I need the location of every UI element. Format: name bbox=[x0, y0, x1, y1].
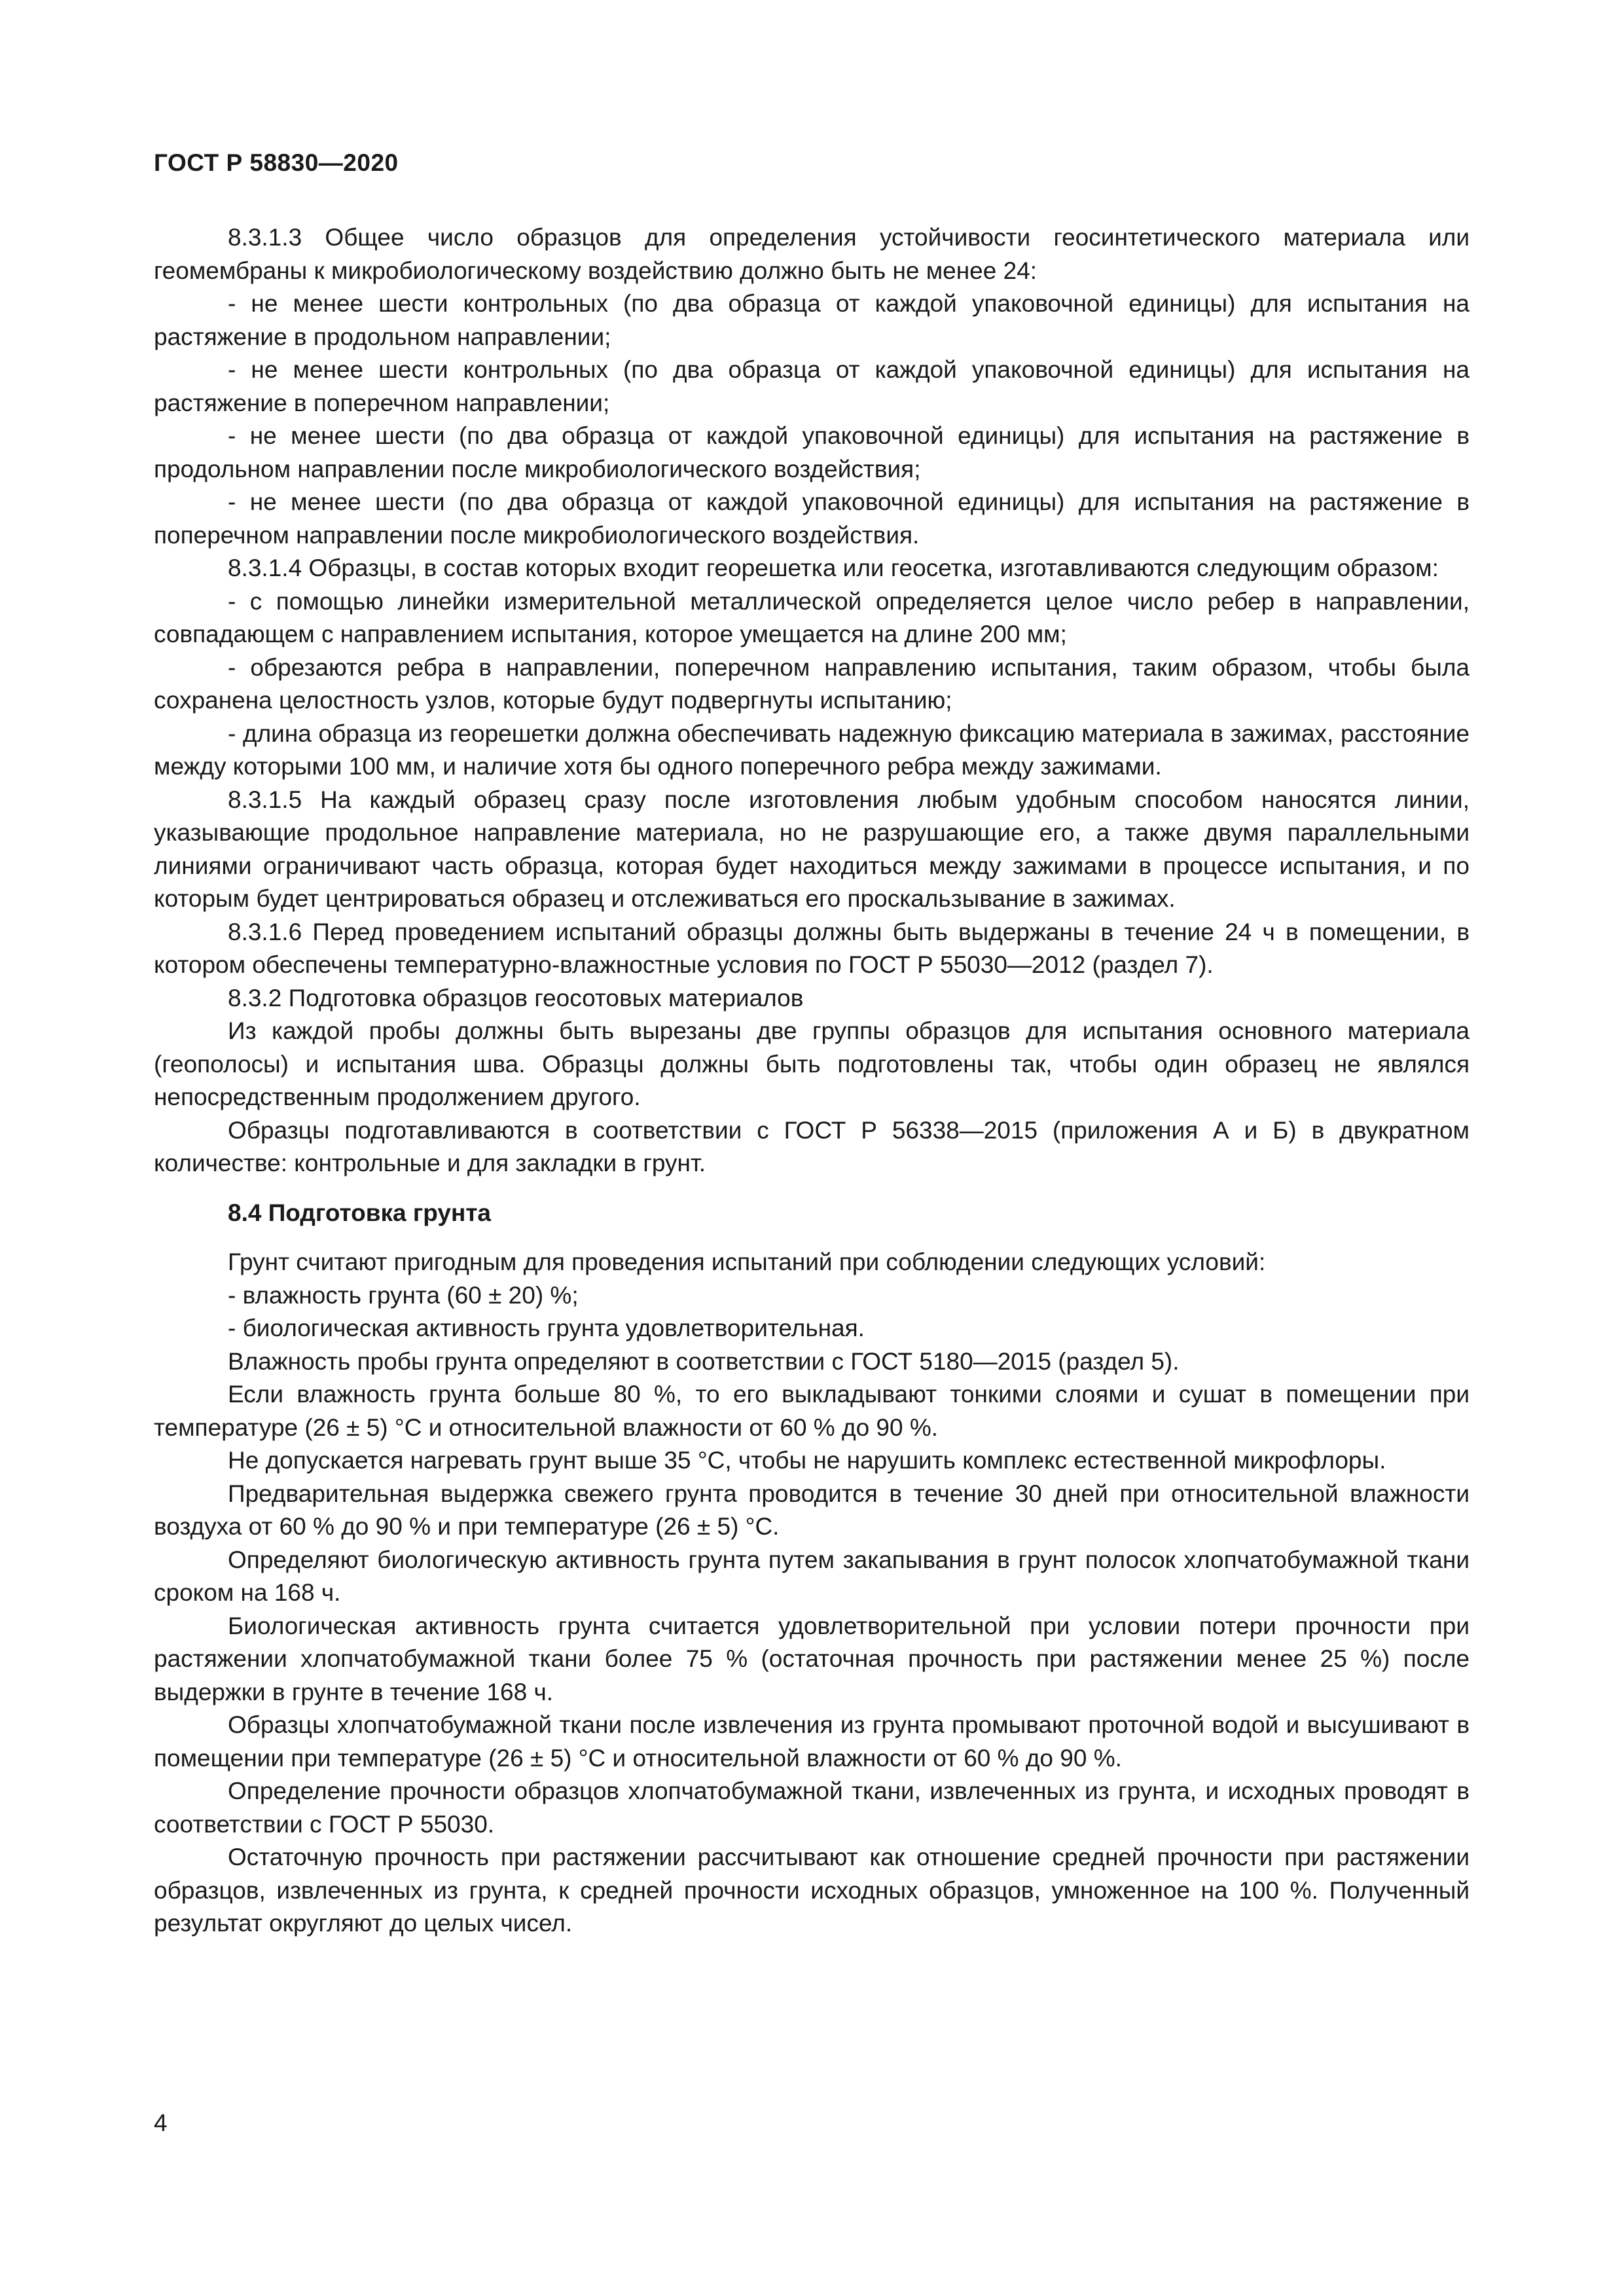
subsection-title-8-3-2: 8.3.2 Подготовка образцов геосотовых материалов bbox=[228, 984, 804, 1011]
list-item: - биологическая активность грунта удовлетворительная. bbox=[228, 1315, 865, 1341]
paragraph: Предварительная выдержка свежего грунта проводится в течение 30 дней при относительной влажности воздуха от 60 % до 90 % и при температуре (26 ± 5) °С. bbox=[154, 1480, 1470, 1540]
list-item: - обрезаются ребра в направлении, поперечном направлению испытания, таким образом, чтобы была сохранена целостность узлов, которые будут подвергнуты испытанию; bbox=[154, 653, 1470, 714]
paragraph: Образцы подготавливаются в соответствии с ГОСТ Р 56338—2015 (приложения А и Б) в двукратном количестве: контрольные и для закладки в грунт. bbox=[154, 1116, 1470, 1176]
paragraph: Грунт считают пригодным для проведения испытаний при соблюдении следующих условий: bbox=[228, 1248, 1266, 1275]
paragraph: Влажность пробы грунта определяют в соответствии с ГОСТ 5180—2015 (раздел 5). bbox=[228, 1347, 1180, 1375]
list-item: - влажность грунта (60 ± 20) %; bbox=[228, 1281, 579, 1309]
paragraph-8-3-1-4: 8.3.1.4 Образцы, в состав которых входит георешетка или геосетка, изготавливаются следующим образом: bbox=[228, 555, 1439, 581]
paragraph-8-3-1-5: 8.3.1.5 На каждый образец сразу после изготовления любым удобным способом наносятся линии, указывающие продольное направление материала, но не разрушающие его, а также двумя параллельными линиями ограничивают часть образца, которая будет находиться между зажимами в процессе испытания, и по которым будет центрироваться образец и отслеживаться его проскальзывание в зажимах. bbox=[154, 786, 1470, 912]
list-item: - длина образца из георешетки должна обеспечивать надежную фиксацию материала в зажимах, расстояние между которыми 100 мм, и наличие хотя бы одного поперечного ребра между зажимами. bbox=[154, 720, 1470, 780]
paragraph: Биологическая активность грунта считается удовлетворительной при условии потери прочности при растяжении хлопчатобумажной ткани более 75 % (остаточная прочность при растяжении менее 25 %) после выдержки в грунте в течение 168 ч. bbox=[154, 1612, 1470, 1705]
section-title-8-4: 8.4 Подготовка грунта bbox=[228, 1199, 492, 1226]
paragraph: Из каждой пробы должны быть вырезаны две группы образцов для испытания основного материала (геополосы) и испытания шва. Образцы должны быть подготовлены так, чтобы один образец не являлся непосредственным продолжением другого. bbox=[154, 1017, 1470, 1110]
document-body bbox=[154, 221, 1470, 1941]
paragraph-8-3-1-6: 8.3.1.6 Перед проведением испытаний образцы должны быть выдержаны в течение 24 ч в помещении, в котором обеспечены температурно-влажностные условия по ГОСТ Р 55030—2012 (раздел 7). bbox=[154, 918, 1470, 978]
list-item: - не менее шести контрольных (по два образца от каждой упаковочной единицы) для испытания на растяжение в поперечном направлении; bbox=[154, 356, 1470, 416]
list-item: - с помощью линейки измерительной металлической определяется целое число ребер в направлении, совпадающем с направлением испытания, которое умещается на длине 200 мм; bbox=[154, 587, 1470, 647]
paragraph: Остаточную прочность при растяжении рассчитывают как отношение средней прочности при растяжении образцов, извлеченных из грунта, к средней прочности исходных образцов, умноженное на 100 %. Полученный результат округляют до целых чисел. bbox=[154, 1844, 1470, 1937]
page-number: 4 bbox=[154, 2109, 168, 2136]
paragraph: Определение прочности образцов хлопчатобумажной ткани, извлеченных из грунта, и исходных проводят в соответствии с ГОСТ Р 55030. bbox=[154, 1777, 1470, 1838]
list-item: - не менее шести (по два образца от каждой упаковочной единицы) для испытания на растяжение в продольном направлении после микробиологического воздействия; bbox=[154, 422, 1470, 483]
paragraph: Если влажность грунта больше 80 %, то его выкладывают тонкими слоями и сушат в помещении при температуре (26 ± 5) °С и относительной влажности от 60 % до 90 %. bbox=[154, 1381, 1470, 1441]
paragraph: Определяют биологическую активность грунта путем закапывания в грунт полосок хлопчатобумажной ткани сроком на 168 ч. bbox=[154, 1546, 1470, 1606]
list-item: - не менее шести контрольных (по два образца от каждой упаковочной единицы) для испытания на растяжение в продольном направлении; bbox=[154, 290, 1470, 350]
paragraph: Не допускается нагревать грунт выше 35 °С, чтобы не нарушить комплекс естественной микрофлоры. bbox=[228, 1447, 1386, 1474]
list-item: - не менее шести (по два образца от каждой упаковочной единицы) для испытания на растяжение в поперечном направлении после микробиологического воздействия. bbox=[154, 488, 1470, 549]
document-header: ГОСТ Р 58830—2020 bbox=[154, 149, 399, 176]
paragraph-8-3-1-3: 8.3.1.3 Общее число образцов для определения устойчивости геосинтетического материала или геомембраны к микробиологическому воздействию должно быть не менее 24: bbox=[154, 224, 1470, 284]
paragraph: Образцы хлопчатобумажной ткани после извлечения из грунта промывают проточной водой и высушивают в помещении при температуре (26 ± 5) °С и относительной влажности от 60 % до 90 %. bbox=[154, 1711, 1470, 1772]
